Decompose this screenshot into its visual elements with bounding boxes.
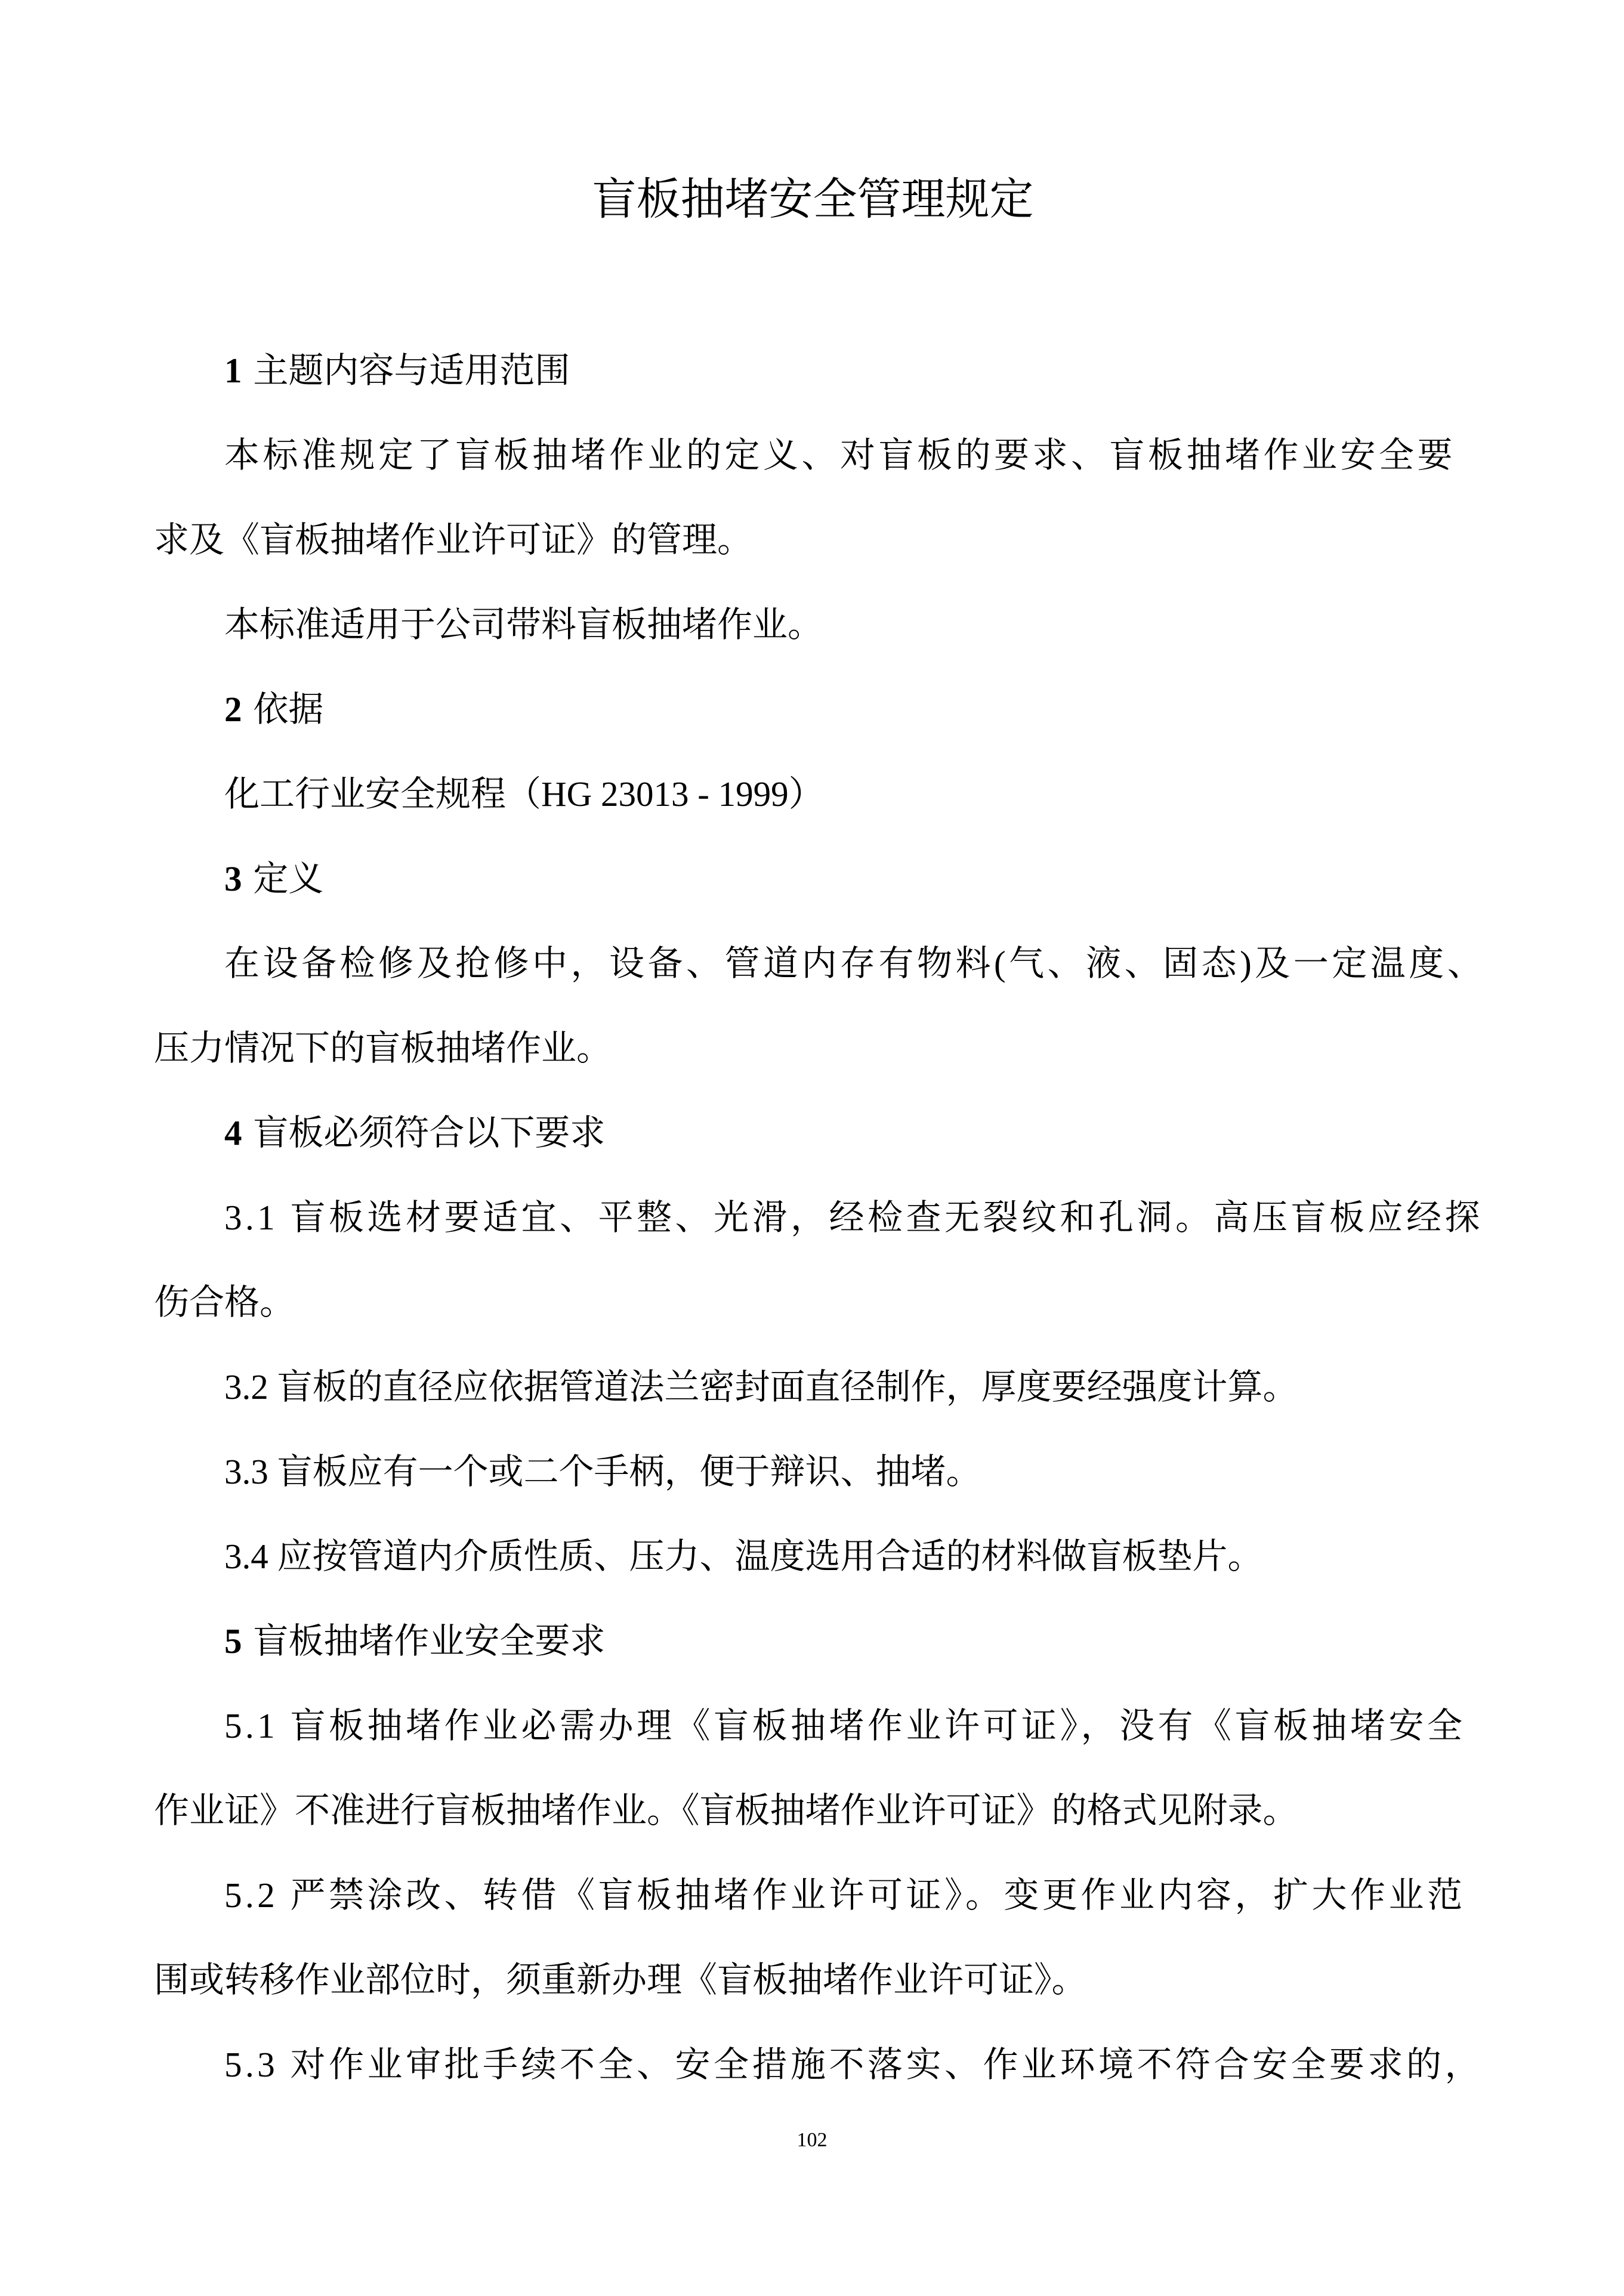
- section-heading-3: [154, 836, 1472, 921]
- section-heading-4: [154, 1090, 1472, 1175]
- text-line: 5.1 盲板抽堵作业必需办理《盲板抽堵作业许可证》，没有《盲板抽堵安全: [224, 1706, 1466, 1745]
- text-line: 3.3 盲板应有一个或二个手柄，便于辩识、抽堵。: [224, 1452, 981, 1491]
- page-number: 102: [796, 2129, 828, 2151]
- text-line: 3.2 盲板的直径应依据管道法兰密封面直径制作，厚度要经强度计算。: [224, 1367, 1298, 1407]
- document-body: [154, 328, 1486, 2107]
- section-number: 3: [224, 859, 242, 898]
- text-line: 5.3 对作业审批手续不全、安全措施不落实、作业环境不符合安全要求的，: [224, 2045, 1484, 2084]
- text-line: 本标准规定了盲板抽堵作业的定义、对盲板的要求、盲板抽堵作业安全要: [224, 435, 1456, 475]
- text-line: 伤合格。: [154, 1283, 295, 1322]
- section-heading-text: 主题内容与适用范围: [253, 351, 570, 390]
- text-line: 围或转移作业部位时，须重新办理《盲板抽堵作业许可证》。: [154, 1960, 1087, 2000]
- text-line: 3.1 盲板选材要适宜、平整、光滑，经检查无裂纹和孔洞。高压盲板应经探: [224, 1198, 1484, 1237]
- text-line: 3.4 应按管道内介质性质、压力、温度选用合适的材料做盲板垫片。: [224, 1537, 1263, 1576]
- text-line: 本标准适用于公司带料盲板抽堵作业。: [224, 605, 823, 644]
- text-line: 5.2 严禁涂改、转借《盲板抽堵作业许可证》。变更作业内容，扩大作业范: [224, 1875, 1466, 1915]
- section-heading-text: 盲板抽堵作业安全要求: [253, 1621, 606, 1661]
- section-number: 2: [224, 690, 242, 729]
- section-heading-text: 盲板必须符合以下要求: [253, 1113, 606, 1152]
- text-line: 压力情况下的盲板抽堵作业。: [154, 1028, 612, 1068]
- text-line: 在设备检修及抢修中，设备、管道内存有物料(气、液、固态)及一定温度、: [224, 944, 1486, 983]
- section-heading-text: 定义: [253, 859, 324, 898]
- section-heading-2: [154, 667, 1472, 752]
- section-number: 5: [224, 1621, 242, 1661]
- text-line: 求及《盲板抽堵作业许可证》的管理。: [154, 520, 753, 560]
- text-line: 作业证》不准进行盲板抽堵作业。《盲板抽堵作业许可证》的格式见附录。: [154, 1791, 1298, 1830]
- section-heading-text: 依据: [253, 690, 324, 729]
- section-number: 1: [224, 351, 242, 390]
- section-heading-5: [154, 1599, 1472, 1683]
- section-heading-1: [154, 328, 1472, 413]
- section-number: 4: [224, 1113, 242, 1152]
- page-title: 盲板抽堵安全管理规定: [592, 175, 1034, 224]
- text-line: 化工行业安全规程（HG 23013 - 1999）: [224, 774, 824, 814]
